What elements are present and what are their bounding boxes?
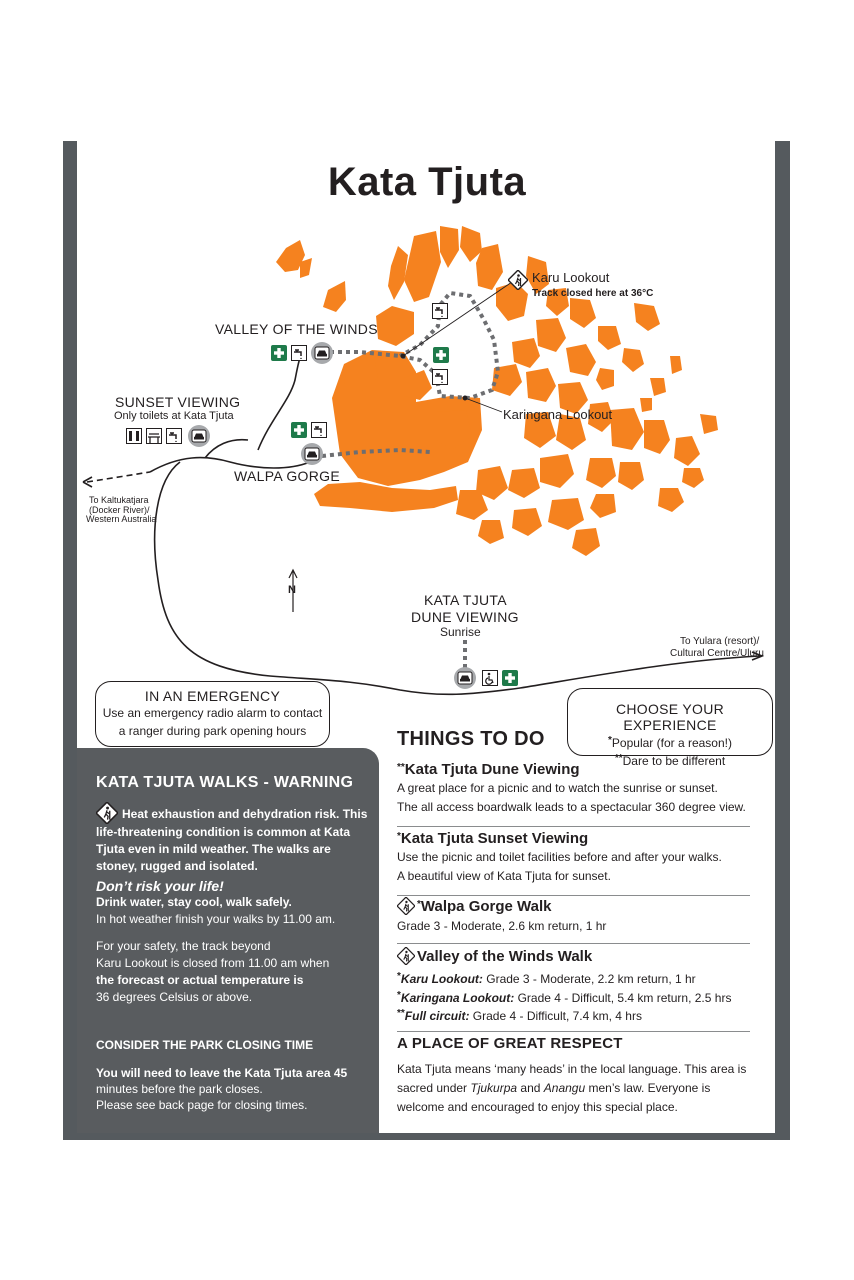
respect-heading: A PLACE OF GREAT RESPECT (397, 1035, 623, 1052)
warning-dont-risk: Don’t risk your life! (96, 878, 224, 894)
divider (397, 943, 750, 944)
item-sunset-viewing-line1: Use the picnic and toilet facilities before and after your walks. (397, 850, 722, 864)
experience-heading: CHOOSE YOUR EXPERIENCE (615, 701, 725, 733)
item-walpa-gorge-title: *Walpa Gorge Walk (397, 897, 551, 915)
closing-heading: CONSIDER THE PARK CLOSING TIME (96, 1038, 314, 1052)
place-dune-viewing-line1: KATA TJUTA (424, 592, 507, 608)
dare-legend: Dare to be different (622, 754, 726, 768)
sunset-viewing-note: Only toilets at Kata Tjuta (114, 410, 234, 422)
warning-safety-c: the forecast or actual temperature is (96, 973, 304, 987)
item-walpa-gorge-line1: Grade 3 - Moderate, 2.6 km return, 1 hr (397, 919, 607, 933)
closing-bold: You will need to leave the Kata Tjuta area 45 (96, 1066, 348, 1080)
north-label: N (288, 584, 296, 596)
warning-safety-d: 36 degrees Celsius or above. (96, 990, 253, 1004)
item-valley-full-circuit: **Full circuit: Grade 4 - Difficult, 7.4 km, 4 hrs (397, 1008, 642, 1023)
closing-text-2: Please see back page for closing times. (96, 1098, 308, 1112)
emergency-box (95, 681, 330, 747)
closing-text-1: minutes before the park closes. (96, 1082, 263, 1096)
place-walpa-gorge: WALPA GORGE (234, 468, 340, 484)
west-road-label-1: To Kaltukatjara (89, 495, 149, 505)
popular-legend: Popular (for a reason!) (611, 736, 732, 750)
dune-viewing-note: Sunrise (440, 625, 481, 639)
warning-paragraph-1: Heat exhaustion and dehydration risk. This life-threatening condition is common at Kata Tjuta even in mild weather. The walks are stoney, rugged and isolated. (96, 802, 371, 875)
item-valley-karingana: *Karingana Lookout: Grade 4 - Difficult, 5.4 km return, 2.5 hrs (397, 990, 732, 1005)
item-sunset-viewing-title: *Kata Tjuta Sunset Viewing (397, 830, 589, 847)
item-valley-karu: *Karu Lookout: Grade 3 - Moderate, 2.2 km return, 1 hr (397, 971, 696, 986)
warning-drink-water: Drink water, stay cool, walk safely. (96, 895, 292, 909)
rock-formations (276, 226, 718, 556)
emergency-line-2: a ranger during park opening hours (118, 724, 307, 738)
walker-icon (397, 897, 415, 915)
respect-text: Kata Tjuta means ‘many heads’ in the local language. This area is sacred under Tjukurpa and Anangu men’s law. Everyone is welcome and encouraged to enjoy this special place. (397, 1062, 747, 1114)
dare-mark: ** (614, 753, 623, 764)
experience-box (567, 688, 773, 768)
warning-title: KATA TJUTA WALKS - WARNING (96, 774, 354, 791)
west-road-label-2: (Docker River)/ (89, 505, 150, 515)
east-road-label-2: Cultural Centre/Uluru (670, 648, 764, 659)
karingana-lookout-label: Karingana Lookout (503, 407, 613, 422)
divider (397, 826, 750, 827)
place-dune-viewing-line2: DUNE VIEWING (411, 609, 519, 625)
page-title: Kata Tjuta (327, 160, 527, 204)
karu-lookout-label: Karu Lookout (532, 270, 610, 285)
east-road-label-1: To Yulara (resort)/ (680, 636, 760, 647)
warning-finish-by: In hot weather finish your walks by 11.00 am. (96, 912, 336, 926)
place-valley-of-the-winds: VALLEY OF THE WINDS (215, 321, 378, 337)
item-sunset-viewing-line2: A beautiful view of Kata Tjuta for sunset. (397, 869, 611, 883)
item-dune-viewing-title: **Kata Tjuta Dune Viewing (397, 761, 580, 778)
walker-icon (397, 947, 415, 965)
item-valley-title: Valley of the Winds Walk (397, 947, 592, 965)
popular-mark: * (608, 735, 612, 746)
walker-icon (96, 802, 118, 824)
west-road-label-3: Western Australia (86, 514, 157, 524)
warning-safety-b: Karu Lookout is closed from 11.00 am when (96, 956, 330, 970)
item-dune-viewing-line1: A great place for a picnic and to watch the sunrise or sunset. (397, 781, 718, 795)
things-to-do-heading: THINGS TO DO (397, 728, 545, 750)
warning-safety-a: For your safety, the track beyond (96, 939, 271, 953)
place-sunset-viewing: SUNSET VIEWING (115, 394, 241, 410)
karu-lookout-note: Track closed here at 36°C (532, 288, 654, 299)
divider (397, 1031, 750, 1032)
walks-warning-panel (77, 748, 379, 1133)
emergency-heading: IN AN EMERGENCY (144, 688, 281, 704)
divider (397, 895, 750, 896)
item-dune-viewing-line2: The all access boardwalk leads to a spectacular 360 degree view. (397, 800, 746, 814)
emergency-line-1: Use an emergency radio alarm to contact (102, 706, 323, 720)
